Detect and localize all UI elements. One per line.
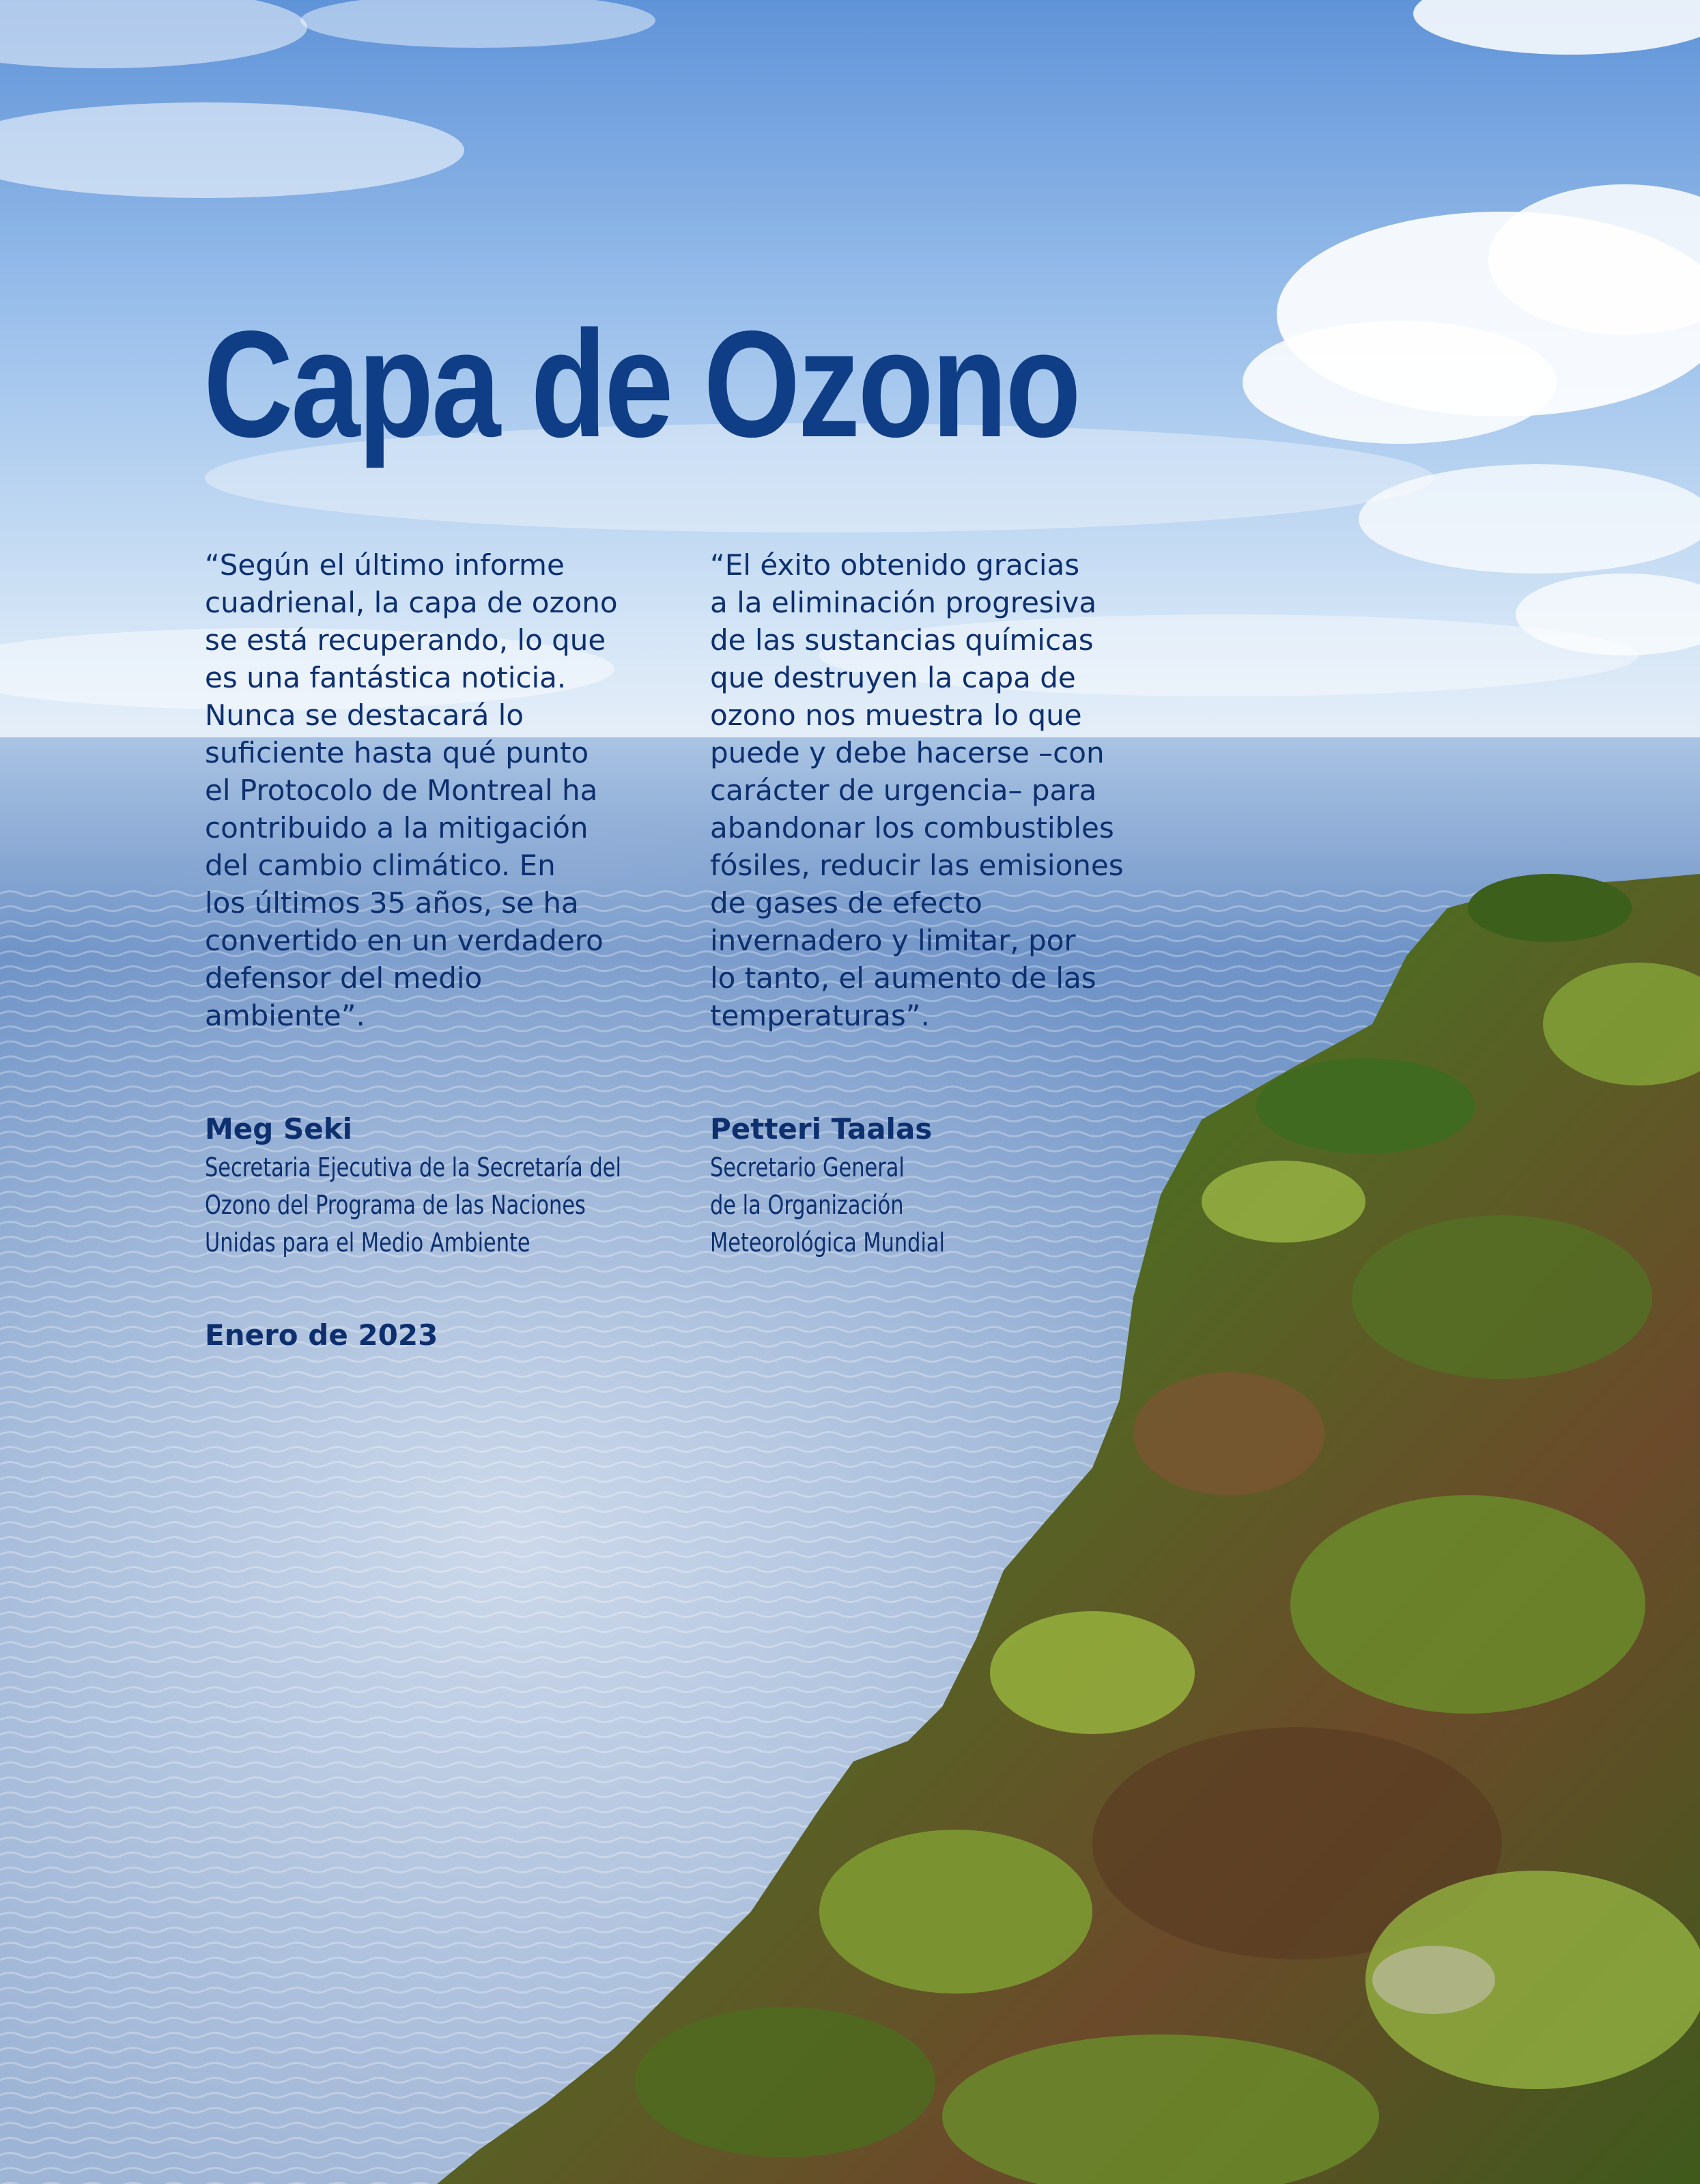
author-name-1: Meg Seki	[205, 1112, 353, 1146]
author-name-2: Petteri Taalas	[710, 1112, 933, 1146]
author-role-1: Secretaria Ejecutiva de la Secretaría del Ozono del Programa de las Naciones Unidas para el Medio Ambiente	[205, 1152, 621, 1258]
publication-date: Enero de 2023	[205, 1318, 438, 1352]
quote-text-2: “El éxito obtenido gracias a la eliminación progresiva de las sustancias químicas que destruyen la capa de ozono nos muestra lo que puede y debe hacerse –con carácter de urgencia– para abandonar los combustibles fósiles, reducir las emisiones de gases de efecto invernadero y limitar, por lo tanto, el aumento de las temperaturas”.	[710, 548, 1124, 1032]
author-role-2: Secretario General de la Organización Meteorológica Mundial	[710, 1152, 945, 1258]
page-title: Capa de Ozono	[203, 300, 1079, 469]
quote-text-1: “Según el último informe cuadrienal, la capa de ozono se está recuperando, lo que es una fantástica noticia. Nunca se destacará lo suficiente hasta qué punto el Protocolo de Montreal ha contribuido a la mitigación del cambio climático. En los últimos 35 años, se ha convertido en un verdadero defensor del medio ambiente”.	[205, 548, 618, 1032]
